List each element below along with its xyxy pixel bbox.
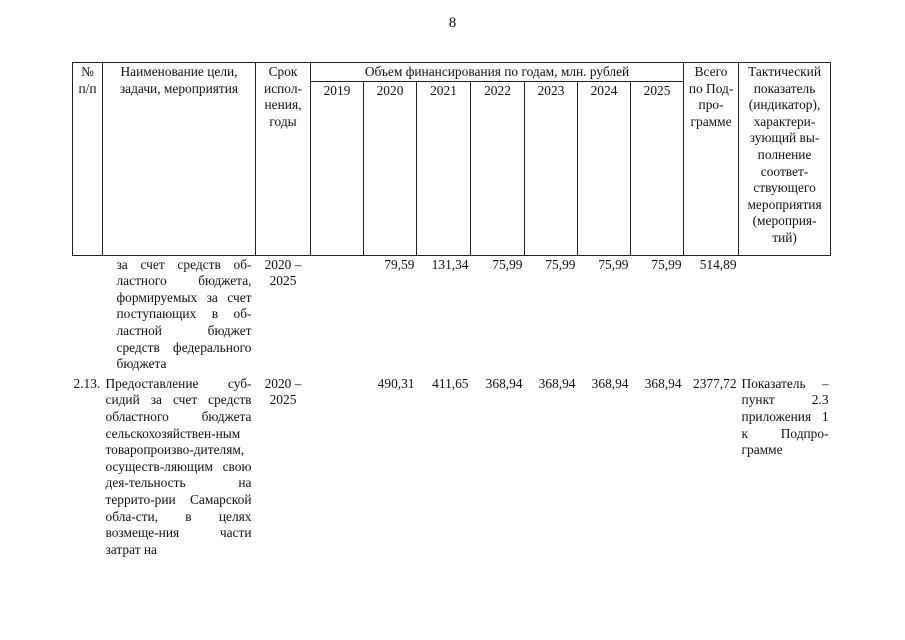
header-year: 2025 — [631, 81, 684, 255]
header-year: 2022 — [471, 81, 525, 255]
row-value-2020: 79,59 — [384, 256, 415, 272]
header-term: Срок испол-нения, годы — [256, 63, 311, 256]
row-indicator — [739, 255, 831, 373]
header-year: 2024 — [578, 81, 631, 255]
row-value-2019 — [311, 255, 364, 373]
header-year: 2021 — [417, 81, 471, 255]
row-value-2021: 411,65 — [432, 375, 469, 391]
row-value-2023: 75,99 — [545, 256, 576, 272]
header-num: № п/п — [73, 63, 103, 256]
row-total: 514,89 — [699, 256, 737, 272]
header-name: Наименование цели, задачи, мероприятия — [103, 63, 256, 256]
header-year: 2020 — [364, 81, 417, 255]
row-term: 2020 – 2025 — [264, 375, 302, 408]
header-year: 2023 — [525, 81, 578, 255]
header-year: 2019 — [311, 81, 364, 255]
table-row — [73, 373, 831, 559]
row-num: 2.13. — [73, 375, 101, 391]
row-value-2024: 368,94 — [591, 375, 629, 391]
row-value-2025: 75,99 — [651, 256, 682, 272]
header-total: Всего по Под-про-грамме — [684, 63, 739, 256]
page-number: 8 — [448, 15, 457, 31]
row-value-2020: 490,31 — [377, 375, 415, 391]
row-name: за счет средств об-ластного бюджета, формируемых за счет поступающих в об-ластной бюджет средств федерального бюджета — [116, 256, 252, 372]
row-total: 2377,72 — [693, 375, 737, 391]
row-value-2024: 75,99 — [598, 256, 629, 272]
row-value-2022: 75,99 — [492, 256, 523, 272]
header-indicator: Тактический показатель (индикатор), характери-зующий вы-полнение соответ-ствующего мероприятия (мероприя-тий) — [739, 63, 831, 256]
row-value-2019 — [311, 373, 364, 559]
row-value-2022: 368,94 — [485, 375, 523, 391]
row-value-2025: 368,94 — [644, 375, 682, 391]
row-value-2021: 131,34 — [431, 256, 469, 272]
financing-table — [72, 62, 831, 558]
row-indicator: Показатель – пункт 2.3 приложения 1 к Подпро-грамме — [741, 375, 829, 458]
row-num — [73, 255, 103, 373]
row-name: Предоставление суб-сидий за счет средств областного бюджета сельскохозяйствен-ным товаропроизво-дителям, осуществ-ляющим свою дея-тельность на террито-рии Самарской обла-сти, в целях возмеще-ния части затрат на — [105, 375, 252, 557]
table-row — [73, 255, 831, 373]
row-value-2023: 368,94 — [538, 375, 576, 391]
row-term: 2020 – 2025 — [264, 256, 302, 289]
header-financing: Объем финансирования по годам, млн. рублей — [311, 63, 684, 82]
